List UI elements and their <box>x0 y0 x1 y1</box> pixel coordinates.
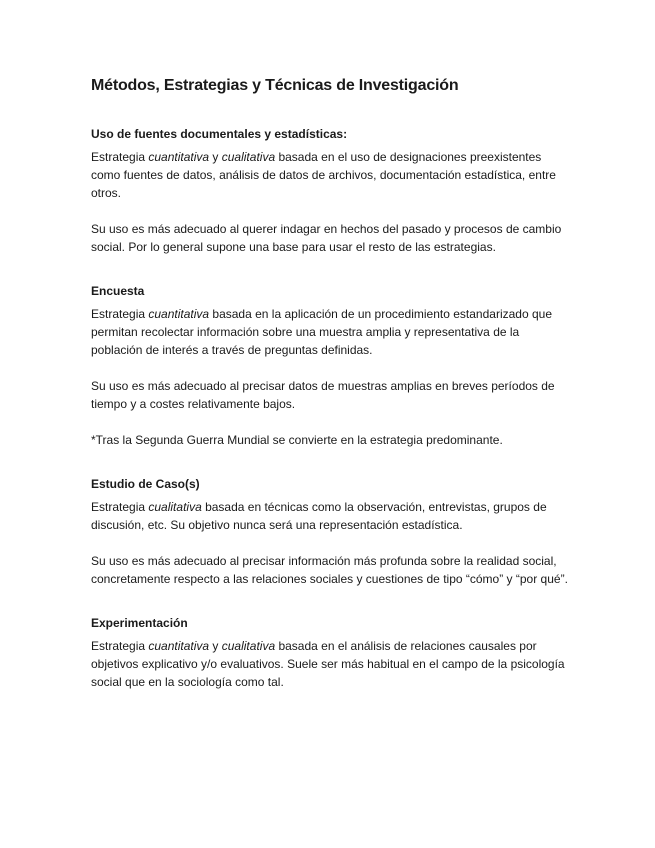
text-run: Estrategia <box>91 307 149 321</box>
section-fuentes-documentales <box>91 125 571 256</box>
text-run: Estrategia <box>91 150 149 164</box>
footnote-paragraph: *Tras la Segunda Guerra Mundial se convierte en la estrategia predominante. <box>91 433 503 447</box>
paragraph <box>91 498 571 534</box>
italic-term: cuantitativa <box>148 639 210 653</box>
italic-term: cualitativa <box>221 639 276 653</box>
paragraph: Su uso es más adecuado al precisar datos de muestras amplias en breves períodos de tiempo y a costes relativamente bajos. <box>91 379 555 411</box>
italic-term: cualitativa <box>221 150 276 164</box>
paragraph <box>91 305 571 359</box>
text-run: basada en la aplicación de un procedimiento estandarizado que permitan recolectar información sobre una muestra amplia y representativa de la población de interés a través de preguntas definidas. <box>91 307 552 357</box>
paragraph: Su uso es más adecuado al querer indagar en hechos del pasado y procesos de cambio social. Por lo general supone una base para usar el resto de las estrategias. <box>91 222 562 254</box>
italic-term: cualitativa <box>148 500 202 514</box>
text-run: Estrategia <box>91 500 149 514</box>
text-run: basada en técnicas como la observación, entrevistas, grupos de discusión, etc. Su objetivo nunca será una representación estadística. <box>91 500 547 532</box>
paragraph <box>91 637 571 691</box>
section-experimentacion <box>91 614 571 691</box>
document-page <box>91 74 571 691</box>
section-heading: Uso de fuentes documentales y estadísticas: <box>91 127 348 141</box>
section-estudio-de-caso <box>91 475 571 588</box>
section-heading: Estudio de Caso(s) <box>91 477 200 491</box>
italic-term: cuantitativa <box>148 307 210 321</box>
document-title: Métodos, Estrategias y Técnicas de Investigación <box>91 77 459 94</box>
section-encuesta <box>91 282 571 449</box>
text-run: basada en el uso de designaciones preexistentes como fuentes de datos, análisis de datos de archivos, documentación estadística, entre otros. <box>91 150 556 200</box>
text-run: y <box>209 150 222 164</box>
paragraph <box>91 148 571 202</box>
text-run: y <box>209 639 222 653</box>
paragraph: Su uso es más adecuado al precisar información más profunda sobre la realidad social, concretamente respecto a las relaciones sociales y cuestiones de tipo “cómo” y “por qué”. <box>91 554 568 586</box>
italic-term: cuantitativa <box>148 150 210 164</box>
text-run: Estrategia <box>91 639 149 653</box>
section-heading: Experimentación <box>91 616 188 630</box>
text-run: basada en el análisis de relaciones causales por objetivos explicativo y/o evaluativos. Suele ser más habitual en el campo de la psicología social que en la sociología como tal. <box>91 639 565 689</box>
section-heading: Encuesta <box>91 284 145 298</box>
